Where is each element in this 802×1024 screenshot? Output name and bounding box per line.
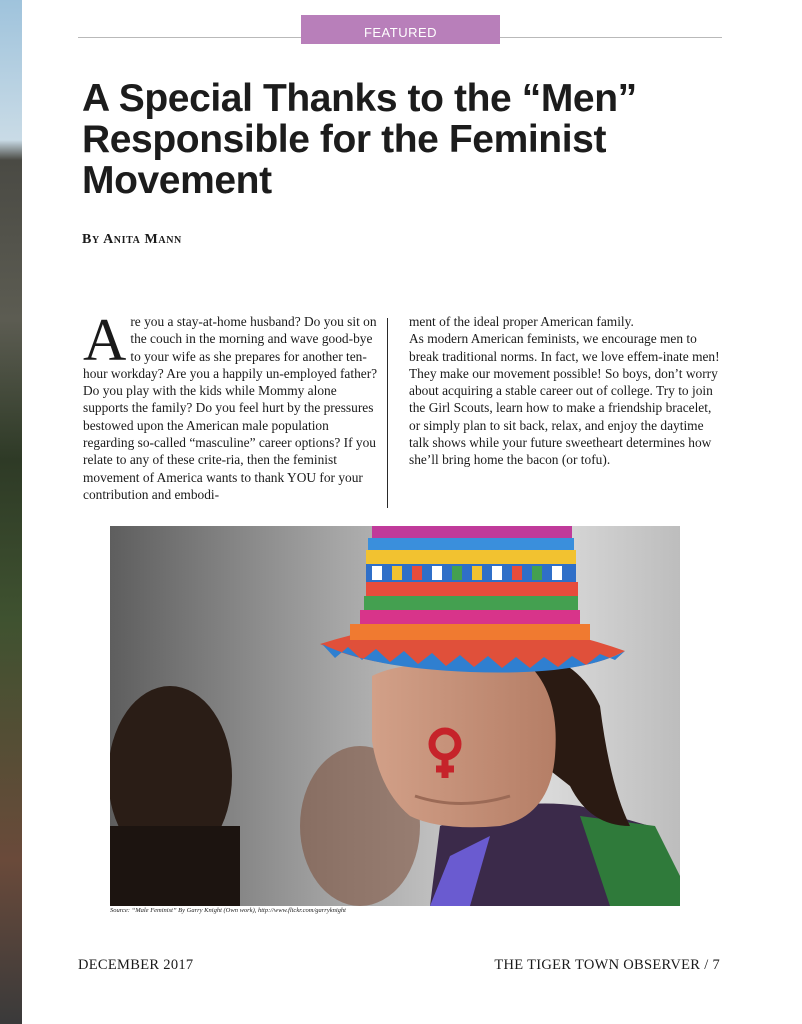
- section-tag: FEATURED: [301, 15, 500, 44]
- footer-date: DECEMBER 2017: [78, 957, 194, 973]
- article-column-right: [409, 313, 722, 469]
- article-column-left: [83, 307, 382, 503]
- paragraph-1-continued: ment of the ideal proper American family.: [409, 314, 634, 329]
- photo-illustration: [110, 526, 680, 906]
- paragraph-1: [83, 307, 382, 503]
- footer-publication-page: THE TIGER TOWN OBSERVER / 7: [494, 957, 720, 973]
- adjacent-page-photo-strip: [0, 0, 22, 1024]
- article-title: A Special Thanks to the “Men” Responsible for the Feminist Movement: [82, 77, 637, 202]
- column-divider: [387, 318, 388, 508]
- drop-cap: A: [83, 307, 127, 373]
- byline: By Anita Mann: [82, 232, 182, 247]
- article-photo: [110, 526, 680, 906]
- photo-caption: Source: “Male Feminist” By Garry Knight (Own work), http://www.flickr.com/garryknight: [110, 907, 346, 914]
- paragraph-1-text: re you a stay-at-home husband? Do you sit on the couch in the morning and wave good-bye to your wife as she prepares for another ten-hour workday? Are you a happily un-employed father? Do you play with the kids while Mommy alone supports the family? Do you feel hurt by the pressures bestowed upon the American male population regarding so-called “masculine” career options? If you relate to any of these crite-ria, then the feminist movement of America wants to thank YOU for your contribution and embodi-: [83, 314, 378, 502]
- paragraph-2: As modern American feminists, we encourage men to break traditional norms. In fact, we love effem-inate men! They make our movement possible! So boys, don’t worry about acquiring a stable career out of college. Try to join the Girl Scouts, learn how to make a friendship bracelet, or simply plan to sit back, relax, and enjoy the daytime talk shows while your future sweetheart determines how she’ll bring home the bacon (or tofu).: [409, 331, 720, 468]
